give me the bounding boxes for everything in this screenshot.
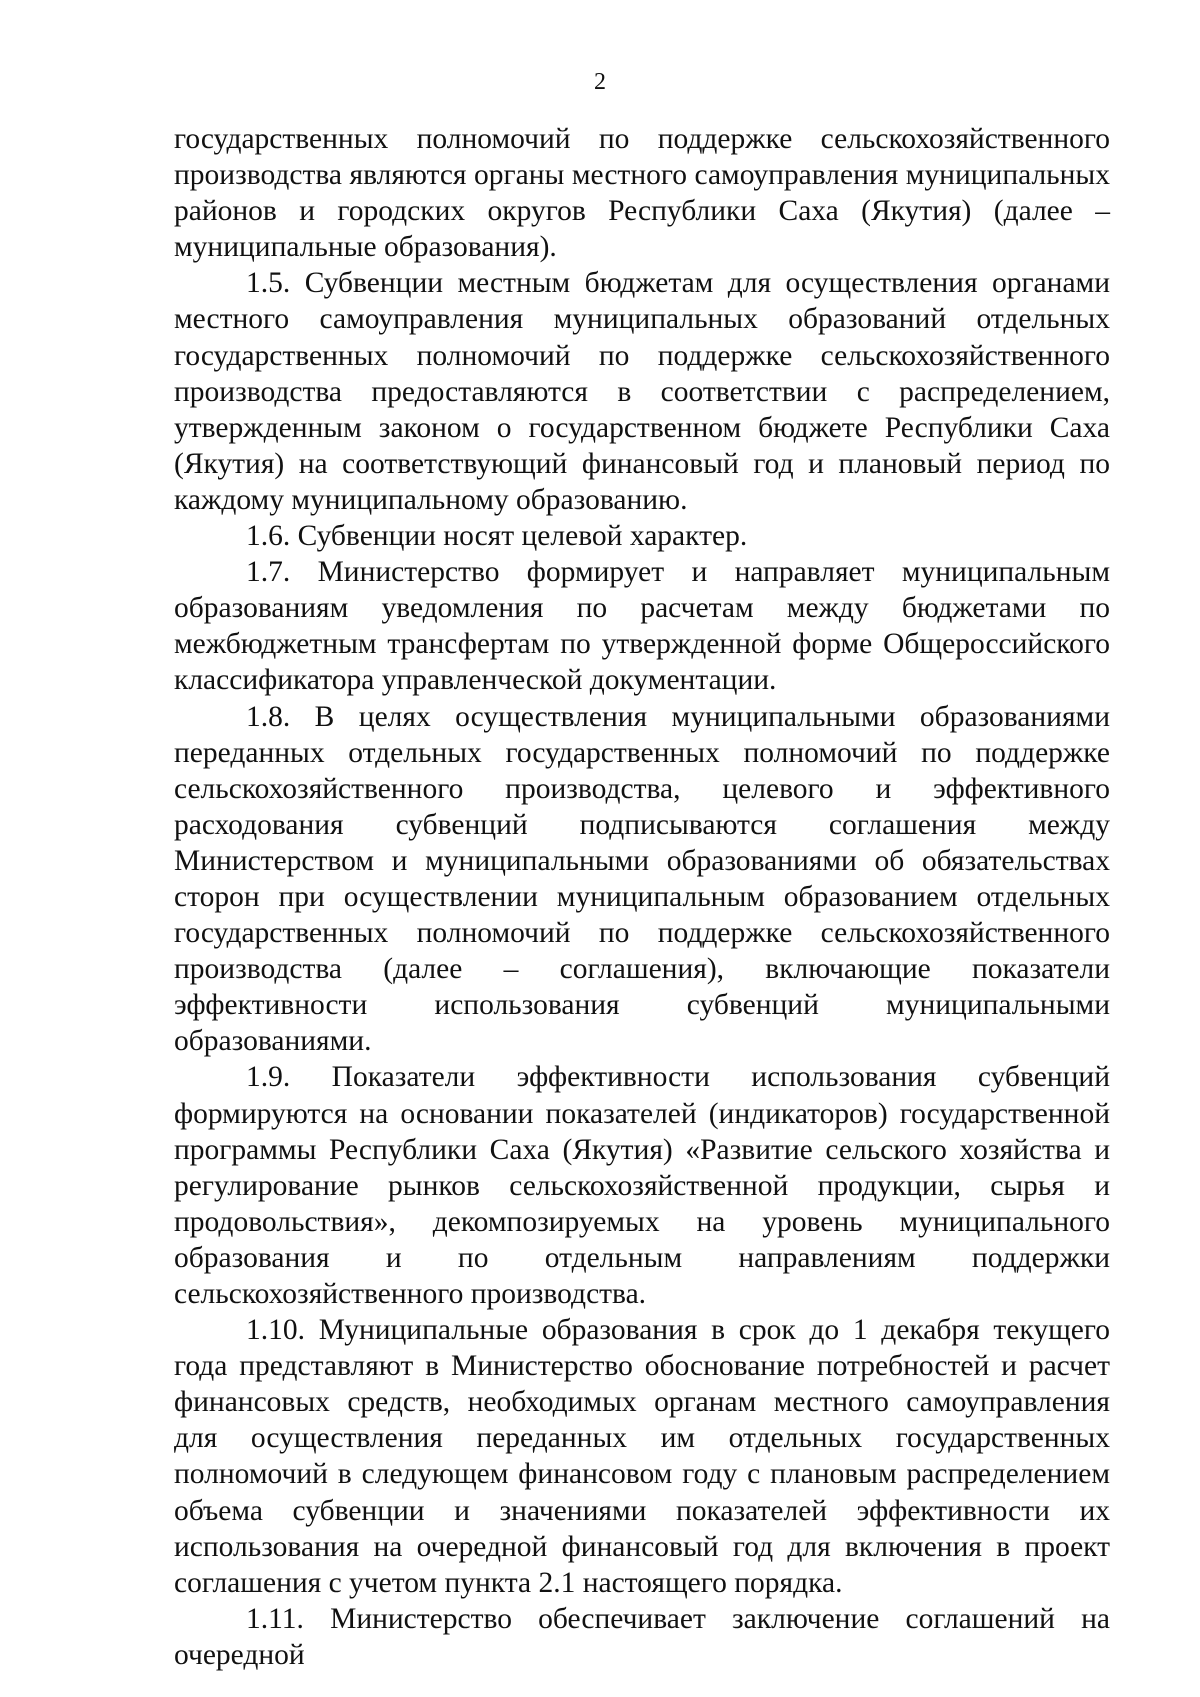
paragraph-continuation: государственных полномочий по поддержке сельскохозяйственного производства являются органы местного самоуправления муниципальных районов и городских округов Республики Саха (Якутия) (далее – муниципальные образования). xyxy=(174,123,1110,264)
paragraph-1-11: 1.11. Министерство обеспечивает заключение соглашений на очередной xyxy=(174,1602,1110,1671)
paragraph-1-6: 1.6. Субвенции носят целевой характер. xyxy=(246,520,748,553)
paragraph-1-9: 1.9. Показатели эффективности использования субвенций формируются на основании показателей (индикаторов) государственной программы Республики Саха (Якутия) «Развитие сельского хозяйства и регулирование рынков сельскохозяйственной продукции, сырья и продовольствия», декомпозируемых на уровень муниципального образования и по отдельным направлениям поддержки сельскохозяйственного производства. xyxy=(174,1061,1110,1310)
document-body xyxy=(174,121,1110,1673)
paragraph-1-5: 1.5. Субвенции местным бюджетам для осуществления органами местного самоуправления муниципальных образований отдельных государственных полномочий по поддержке сельскохозяйственного производства предоставляются в соответствии с распределением, утвержденным законом о государственном бюджете Республики Саха (Якутия) на соответствующий финансовый год и плановый период по каждому муниципальному образованию. xyxy=(174,267,1110,516)
paragraph-1-7: 1.7. Министерство формирует и направляет муниципальным образованиям уведомления по расчетам между бюджетами по межбюджетным трансфертам по утвержденной форме Общероссийского классификатора управленческой документации. xyxy=(174,556,1110,697)
page-number: 2 xyxy=(594,69,606,95)
paragraph-1-8: 1.8. В целях осуществления муниципальными образованиями переданных отдельных государственных полномочий по поддержке сельскохозяйственного производства, целевого и эффективного расходования субвенций подписываются соглашения между Министерством и муниципальными образованиями об обязательствах сторон при осуществлении муниципальным образованием отдельных государственных полномочий по поддержке сельскохозяйственного производства (далее – соглашения), включающие показатели эффективности использования субвенций муниципальными образованиями. xyxy=(174,700,1110,1058)
paragraph-1-10: 1.10. Муниципальные образования в срок до 1 декабря текущего года представляют в Министерство обоснование потребностей и расчет финансовых средств, необходимых органам местного самоуправления для осуществления переданных им отдельных государственных полномочий в следующем финансовом году с плановым распределением объема субвенции и значениями показателей эффективности их использования на очередной финансовый год для включения в проект соглашения с учетом пункта 2.1 настоящего порядка. xyxy=(174,1314,1110,1599)
